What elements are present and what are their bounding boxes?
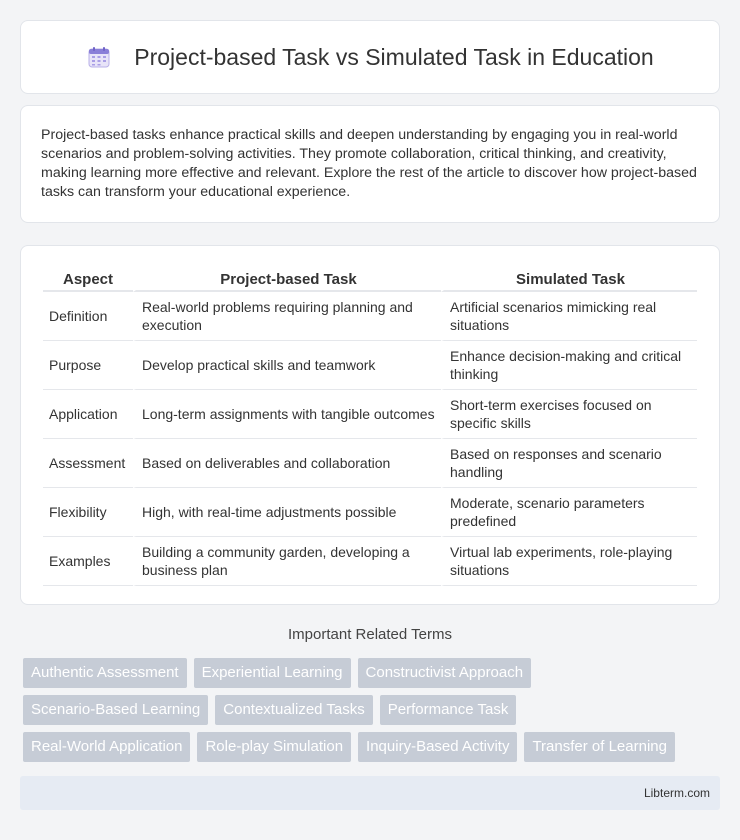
row-project-based: Building a community garden, developing a business plan <box>133 537 441 586</box>
term-tag[interactable]: Contextualized Tasks <box>215 695 372 725</box>
term-tag[interactable]: Transfer of Learning <box>524 732 675 762</box>
row-simulated: Virtual lab experiments, role-playing situations <box>441 537 697 586</box>
term-tag[interactable]: Role-play Simulation <box>197 732 351 762</box>
tag-row <box>23 732 723 762</box>
comparison-card <box>20 245 720 605</box>
intro-text: Project-based tasks enhance practical skills and deepen understanding by engaging you in real-world scenarios and problem-solving activities. They promote collaboration, critical thinking, and creativity, making learning more effective and relevant. Explore the rest of the article to discover how project-based tasks can transform your educational experience. <box>41 127 697 200</box>
term-tag[interactable]: Scenario-Based Learning <box>23 695 208 725</box>
term-tag[interactable]: Authentic Assessment <box>23 658 187 688</box>
term-tag[interactable]: Performance Task <box>380 695 517 725</box>
row-project-based: High, with real-time adjustments possible <box>133 488 441 537</box>
related-terms <box>23 658 723 769</box>
calendar-icon <box>86 44 112 70</box>
header-simulated: Simulated Task <box>441 266 697 292</box>
row-simulated: Enhance decision-making and critical thinking <box>441 341 697 390</box>
row-project-based: Based on deliverables and collaboration <box>133 439 441 488</box>
footer-site-link[interactable]: Libterm.com <box>643 786 710 800</box>
comparison-table <box>43 266 697 586</box>
footer <box>20 776 720 810</box>
term-tag[interactable]: Inquiry-Based Activity <box>358 732 517 762</box>
row-aspect: Flexibility <box>43 488 133 537</box>
term-tag[interactable]: Experiential Learning <box>194 658 351 688</box>
intro-card <box>20 105 720 223</box>
row-aspect: Examples <box>43 537 133 586</box>
table-row <box>43 537 697 586</box>
table-row <box>43 292 697 341</box>
table-header-row <box>43 266 697 292</box>
row-project-based: Develop practical skills and teamwork <box>133 341 441 390</box>
row-project-based: Real-world problems requiring planning and execution <box>133 292 441 341</box>
row-project-based: Long-term assignments with tangible outcomes <box>133 390 441 439</box>
header-aspect: Aspect <box>43 266 133 292</box>
row-simulated: Based on responses and scenario handling <box>441 439 697 488</box>
table-row <box>43 439 697 488</box>
header-project-based: Project-based Task <box>133 266 441 292</box>
row-aspect: Definition <box>43 292 133 341</box>
tag-row <box>23 658 723 688</box>
row-aspect: Application <box>43 390 133 439</box>
row-simulated: Artificial scenarios mimicking real situations <box>441 292 697 341</box>
row-aspect: Purpose <box>43 341 133 390</box>
row-simulated: Short-term exercises focused on specific skills <box>441 390 697 439</box>
term-tag[interactable]: Constructivist Approach <box>358 658 532 688</box>
title-card <box>20 20 720 94</box>
table-row <box>43 488 697 537</box>
related-terms-title: Important Related Terms <box>288 626 452 643</box>
table-row <box>43 390 697 439</box>
row-simulated: Moderate, scenario parameters predefined <box>441 488 697 537</box>
tag-row <box>23 695 723 725</box>
table-row <box>43 341 697 390</box>
term-tag[interactable]: Real-World Application <box>23 732 190 762</box>
page-title: Project-based Task vs Simulated Task in Education <box>134 43 654 70</box>
row-aspect: Assessment <box>43 439 133 488</box>
